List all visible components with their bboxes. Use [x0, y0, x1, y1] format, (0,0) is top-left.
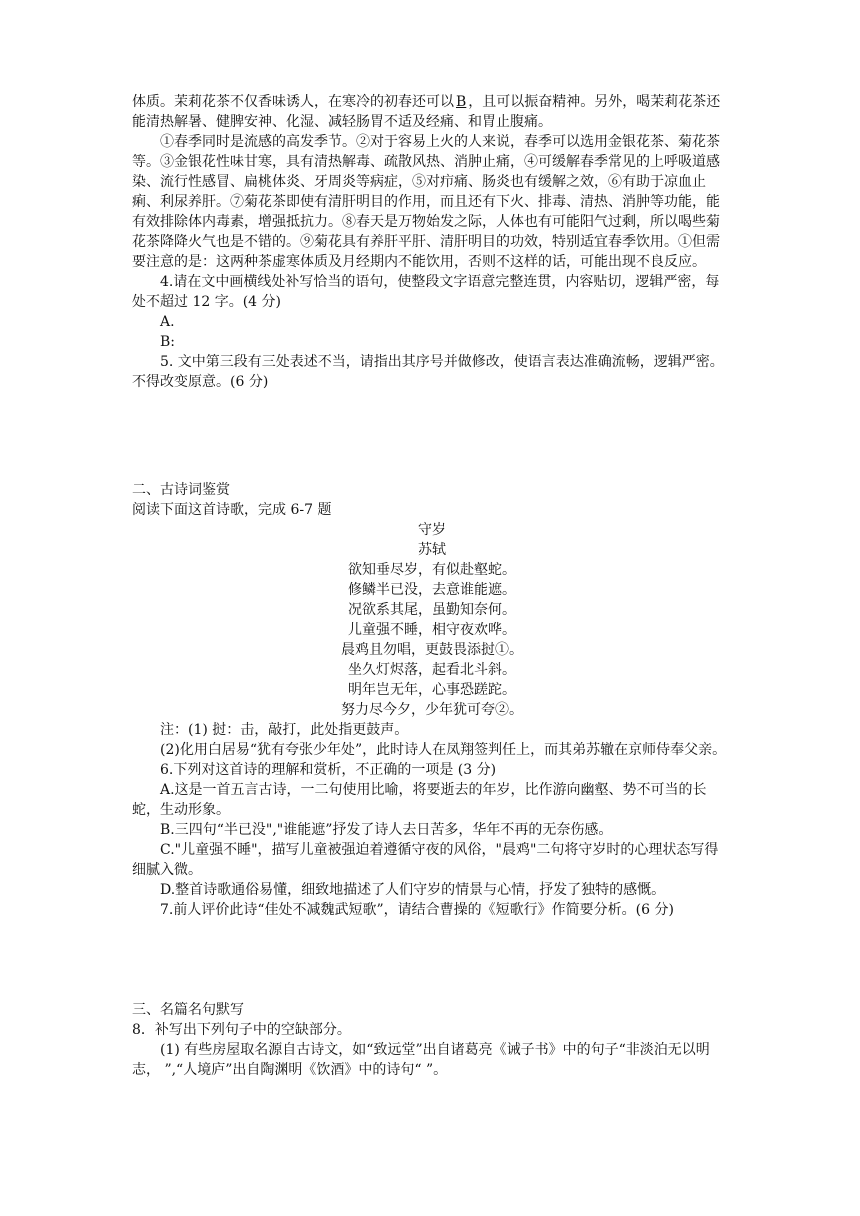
question-5: 5. 文中第三段有三处表述不当，请指出其序号并做修改，使语言表达准确流畅，逻辑严密。不得改变原意。(6 分): [132, 354, 724, 390]
poem-line: 坐久灯烬落，起看北斗斜。: [348, 662, 516, 678]
poem-line: 修鳞半已没，去意谁能遮。: [348, 582, 516, 598]
question-8-1: (1) 有些房屋取名源自古诗文，如“致远堂”出自诸葛亮《诫子书》中的句子“非淡泊无以明志， ”,“人境庐”出自陶渊明《饮酒》中的诗句“ ”。: [132, 1042, 710, 1078]
blank-b: B: [456, 94, 467, 110]
question-4: 4.请在文中画横线处补写恰当的语句，使整段文字语意完整连贯，内容贴切，逻辑严密，每处不超过 12 字。(4 分): [132, 274, 720, 310]
document-page: [132, 92, 732, 1080]
answer-space: [132, 392, 732, 480]
paragraph-tea-intro: [132, 92, 732, 132]
text-segment: 体质。茉莉花茶不仅香味诱人，在寒冷的初春还可以: [132, 94, 454, 110]
question-8: 8．补写出下列句子中的空缺部分。: [132, 1022, 351, 1038]
poem-line: 明年岂无年，心事恐蹉跎。: [348, 682, 516, 698]
answer-b-label: B:: [160, 334, 176, 350]
question-6: 6.下列对这首诗的理解和赏析，不正确的一项是 (3 分): [160, 762, 497, 778]
note-1: 注：(1) 挝：击，敲打，此处指更鼓声。: [160, 722, 409, 738]
note-2: (2)化用白居易“犹有夸张少年处”，此时诗人在凤翔签判任上，而其弟苏辙在京师侍奉父亲。: [160, 742, 727, 758]
option-d: D.整首诗歌通俗易懂，细致地描述了人们守岁的情景与心情，抒发了独特的感慨。: [160, 882, 666, 898]
paragraph-three: ①春季同时是流感的高发季节。②对于容易上火的人来说，春季可以选用金银花茶、菊花茶等。③金银花性味甘寒，具有清热解毒、疏散风热、消肿止痛，④可缓解春季常见的上呼吸道感染、流行性感冒、扁桃体炎、牙周炎等病症，⑤对疖痛、肠炎也有缓解之效，⑥有助于凉血止痢、利尿养肝。⑦菊花茶即使有清肝明目的作用，而且还有下火、排毒、清热、消肿等功能，能有效排除体内毒素，增强抵抗力。⑧春天是万物始发之际，人体也有可能阳气过剩，所以喝些菊花茶降降火气也是不错的。⑨菊花具有养肝平肝、清肝明目的功效，特别适宜春季饮用。①但需要注意的是：这两种茶虚寒体质及月经期内不能饮用，否则不这样的话，可能出现不良反应。: [132, 134, 720, 270]
section-title-poetry: 二、古诗词鉴赏: [132, 482, 230, 498]
poem-line: 努力尽今夕，少年犹可夸②。: [341, 702, 523, 718]
option-c: C."儿童强不睡"，描写儿童被强迫着遵循守夜的风俗，"晨鸡"二句将守岁时的心理状态写得细腻入微。: [132, 842, 719, 878]
answer-a-label: A.: [160, 314, 175, 330]
option-b: B.三四句“半已没","谁能遮”抒发了诗人去日苦多，华年不再的无奈伤感。: [160, 822, 613, 838]
poem-line: 晨鸡且勿唱，更鼓畏添挝①。: [341, 642, 523, 658]
text-segment: ，且可以振奋精神。另外，喝茉莉花茶还能清热解暑、健脾安神、化湿、减轻肠胃不适及经痛、和胃止腹痛。: [132, 94, 721, 130]
question-7: 7.前人评价此诗“佳处不减魏武短歌”，请结合曹操的《短歌行》作简要分析。(6 分): [160, 902, 674, 918]
section-title-recitation: 三、名篇名句默写: [132, 1002, 244, 1018]
poem-title: 守岁: [418, 522, 446, 538]
poem-line: 欲知垂尽岁，有似赴壑蛇。: [348, 562, 516, 578]
poem-author: 苏轼: [418, 542, 446, 558]
poetry-instruction: 阅读下面这首诗歌，完成 6-7 题: [132, 502, 332, 518]
poem-line: 儿童强不睡，相守夜欢哗。: [348, 622, 516, 638]
poem-line: 况欲系其尾，虽勤知奈何。: [348, 602, 516, 618]
answer-space: [132, 920, 732, 1000]
option-a: A.这是一首五言古诗，一二句使用比喻，将要逝去的年岁，比作游向幽壑、势不可当的长蛇，生动形象。: [132, 782, 707, 818]
